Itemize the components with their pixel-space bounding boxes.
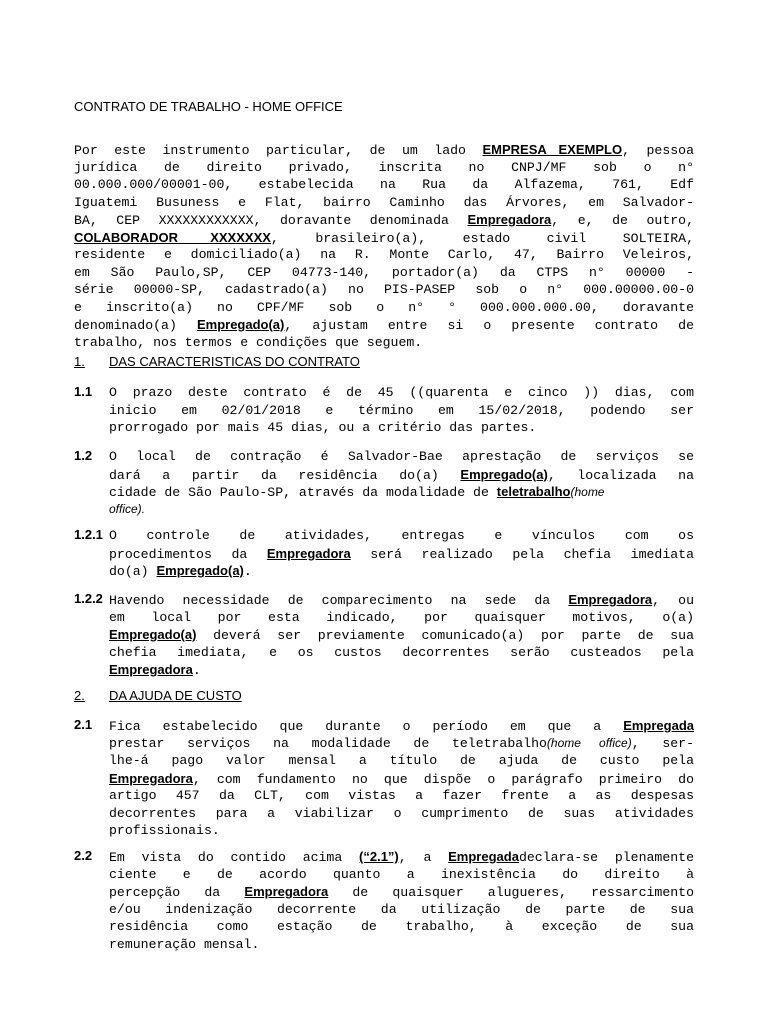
term-teletrabalho: teletrabalho: [496, 484, 571, 499]
term-empregadora: Empregadora: [266, 545, 351, 561]
term-empregado: Empregado(a): [156, 563, 244, 578]
intro-line: BA, CEP XXXXXXXXXXXX, doravante denominada Empregadora, e, de outro,: [74, 212, 695, 228]
term-empregada: Empregada: [623, 718, 694, 733]
term-empregadora: Empregadora: [467, 212, 552, 227]
section-heading-1: 1. DAS CARACTERISTICAS DO CONTRATO: [74, 354, 360, 369]
clause-number: 1.2.2: [74, 591, 103, 606]
intro-line: e inscrito(a) no CPF/MF sob o n° ° 000.000.000.00, doravante: [74, 299, 694, 315]
clause-number: 1.2.1: [74, 527, 103, 542]
term-empregado: Empregado(a): [196, 317, 285, 332]
clause-number: 2.1: [74, 717, 93, 732]
intro-line: residente e domiciliado(a) na R. Monte Carlo, 47, Bairro Veleiros,: [74, 247, 694, 262]
document-page: CONTRATO DE TRABALHO - HOME OFFICE Por este instrumento particular, de um lado EMPRESA EXEMPLO, pessoa jurídica de direito privado, inscrita no CNPJ/MF sob o n° 00.000.000/00001-00, estabelecida na Rua da Alfazema, 761, Edf Iguatemi Busuness e Flat, bairro Caminho das Árvores, em Salvador- BA, CEP XXXXXXXXXXXX, doravante denominada Empregadora, e, de outro, COLABORADOR XXXXXXX, brasileiro(a), estado civil SOLTEIRA, residente e domiciliado(a) na R. Monte Carlo, 47, Bairro Veleiros, em São Paulo,SP, CEP 04773-140, portador(a) da CTPS n° 00000 - série 00000-SP, cadastrado(a) no PIS-PASEP sob o n° 000.00000.00-0 e inscrito(a) no CPF/MF sob o n° ° 000.000.000.00, doravante denominado(a) Empregado(a), ajustam entre si o presente contrato de trabalho, nos termos e condições que seguem. 1. DAS CARACTERISTICAS DO CONTRATO 1.1 O prazo deste contrato é de 45 ((quarenta e cinco )) dias, com inicio em 02/01/2018 e término em 15/02/2018, podendo ser prorrogado por mais 45 dias, ou a critério das partes. 1.2 O local de contração é Salvador-Bae aprestação de serviços se dará a partir da residência do(a) Empregado(a), localizada na cidade de São Paulo-SP, através da modalidade de teletrabalho(home office). 1.2.1 O controle de atividades, entregas e vínculos com os procedimentos da Empregadora será realizado pela chefia imediata do(a) Empregado(a). 1.2.2 Havendo necessidade de comparecimento na sede da Empregadora, ou em local por esta indicado, por quaisquer motivos, o(a) Empregado(a) deverá ser previamente comunicado(a) por parte de sua chefia imediata, e os custos decorrentes serão custeados pela Empregadora. 2. DA AJUDA DE CUSTO 2.1 Fica estabelecido que durante o período em que a Empregada prestar serviços na modalidade de teletrabalho(home office), ser- lhe-á pago valor mensal a título de ajuda de custo pela Empregadora, com fundamento no que dispõe o parágrafo primeiro do artigo 457 da CLT, com vistas a fazer frente a as despesas decorrentes para a viabilizar o cumprimento de suas atividades profissionais. 2.2 Em vista do contido acima (“2.1”), a Empregadadeclara-se plenamente ciente e de acordo quanto a inexistência do direito à percepção da Empregadora de quaisquer alugueres, ressarcimento e/ou indenização decorrente da utilização de parte de sua residência como estação de trabalho, à exceção de sua remuneração mensal.: [0, 0, 768, 1024]
intro-line: trabalho, nos termos e condições que seguem.: [74, 334, 423, 350]
intro-line: Por este instrumento particular, de um lado EMPRESA EXEMPLO, pessoa: [74, 142, 694, 158]
intro-line: em São Paulo,SP, CEP 04773-140, portador(a) da CTPS n° 00000 -: [74, 264, 694, 280]
clause-number: 1.1: [74, 384, 93, 399]
term-empregadora: Empregadora: [244, 884, 329, 899]
intro-line: jurídica de direito privado, inscrita no CNPJ/MF sob o n°: [74, 159, 694, 175]
document-title: CONTRATO DE TRABALHO - HOME OFFICE: [74, 99, 343, 114]
intro-line: COLABORADOR XXXXXXX, brasileiro(a), estado civil SOLTEIRA,: [74, 229, 694, 246]
intro-line: denominado(a) Empregado(a), ajustam entre si o presente contrato de: [74, 317, 695, 333]
clause-number: 2.2: [74, 848, 93, 863]
intro-line: série 00000-SP, cadastrado(a) no PIS-PASEP sob o n° 000.00000.00-0: [74, 282, 694, 297]
term-empregadora: Empregadora: [109, 770, 193, 786]
clause-number: 1.2: [74, 448, 93, 463]
intro-line: 00.000.000/00001-00, estabelecida na Rua da Alfazema, 761, Edf: [74, 177, 694, 192]
company-name: EMPRESA EXEMPLO: [482, 142, 623, 157]
term-empregadora: Empregadora: [568, 592, 653, 607]
term-empregadora: Empregadora: [109, 662, 193, 677]
intro-line: Iguatemi Busuness e Flat, bairro Caminho das Árvores, em Salvador-: [74, 194, 694, 210]
intro-paragraph: [74, 141, 694, 351]
section-heading-2: 2. DA AJUDA DE CUSTO: [74, 688, 242, 703]
term-empregada: Empregada: [448, 849, 519, 864]
term-empregado: Empregado(a): [109, 627, 197, 642]
employee-name: COLABORADOR XXXXXXX: [74, 229, 271, 245]
term-empregado: Empregado(a): [460, 466, 548, 482]
